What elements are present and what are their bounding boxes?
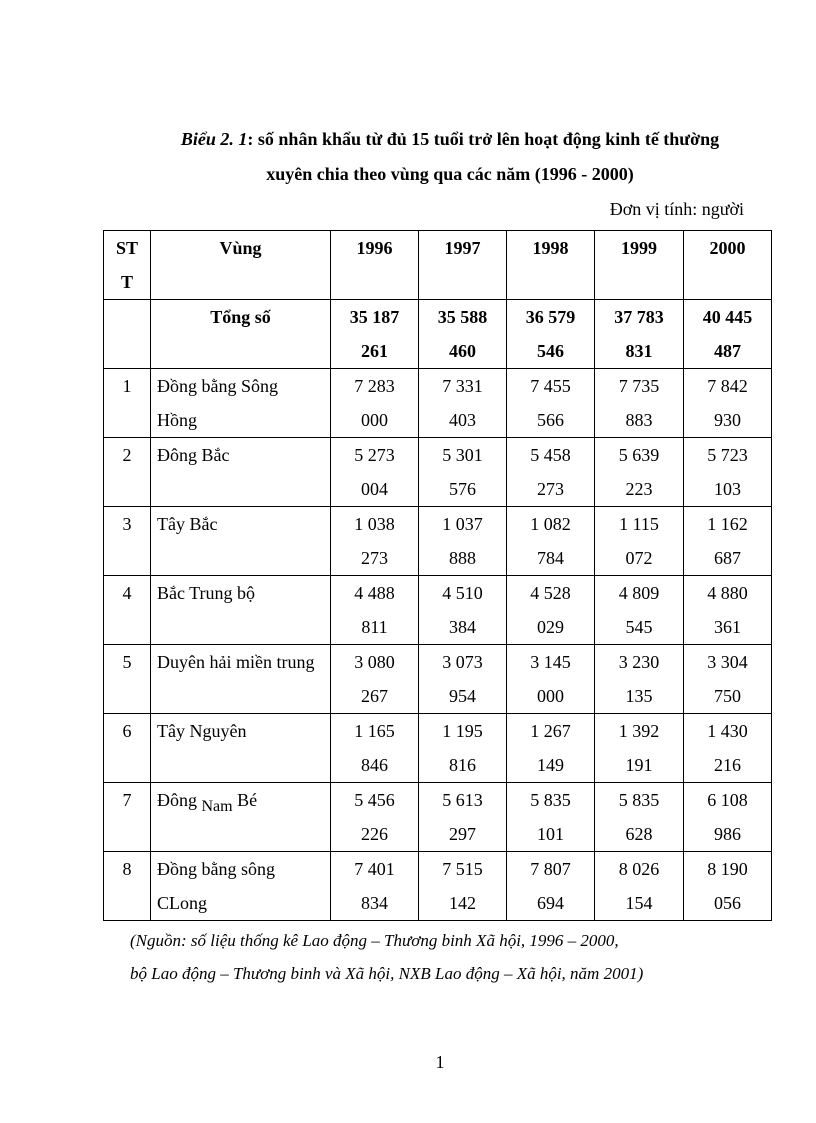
header-row <box>104 231 772 300</box>
row-value: 4 528 029 <box>507 576 595 645</box>
row-stt: 7 <box>104 783 151 852</box>
row-value: 1 392 191 <box>595 714 684 783</box>
row-value: 1 082 784 <box>507 507 595 576</box>
table-row <box>104 507 772 576</box>
table-row <box>104 783 772 852</box>
header-region: Vùng <box>151 231 331 300</box>
row-value: 1 037 888 <box>419 507 507 576</box>
row-region: Tây Nguyên <box>151 714 331 783</box>
row-stt: 5 <box>104 645 151 714</box>
total-cell: 35 187 261 <box>331 300 419 369</box>
header-year-1998: 1998 <box>507 231 595 300</box>
row-value: 4 880 361 <box>684 576 772 645</box>
row-stt: 1 <box>104 369 151 438</box>
row-value: 3 230 135 <box>595 645 684 714</box>
table-row <box>104 645 772 714</box>
row-value: 4 510 384 <box>419 576 507 645</box>
row-value: 7 455 566 <box>507 369 595 438</box>
table-row <box>104 852 772 921</box>
table-row <box>104 576 772 645</box>
total-cell: 35 588 460 <box>419 300 507 369</box>
row-value: 7 401 834 <box>331 852 419 921</box>
row-value: 3 145 000 <box>507 645 595 714</box>
row-value: 3 080 267 <box>331 645 419 714</box>
source-line-1: (Nguồn: số liệu thống kê Lao động – Thương binh Xã hội, 1996 – 2000, <box>130 931 619 950</box>
row-value: 8 026 154 <box>595 852 684 921</box>
table-row <box>104 714 772 783</box>
table-row <box>104 369 772 438</box>
row-value: 7 283 000 <box>331 369 419 438</box>
row-region: Đồng bằng sông CLong <box>151 852 331 921</box>
header-year-1997: 1997 <box>419 231 507 300</box>
row-value: 4 488 811 <box>331 576 419 645</box>
row-region: Đồng bằng Sông Hồng <box>151 369 331 438</box>
row-value: 5 835 101 <box>507 783 595 852</box>
row-value: 5 456 226 <box>331 783 419 852</box>
row-value: 7 735 883 <box>595 369 684 438</box>
row-value: 1 038 273 <box>331 507 419 576</box>
table-caption-label: Biểu 2. 1 <box>180 129 248 149</box>
table-title-line-1 <box>100 122 800 156</box>
row-stt: 3 <box>104 507 151 576</box>
row-value: 1 430 216 <box>684 714 772 783</box>
table-row <box>104 438 772 507</box>
row-region: Đông Bắc <box>151 438 331 507</box>
row-value: 1 195 816 <box>419 714 507 783</box>
row-value: 5 835 628 <box>595 783 684 852</box>
row-value: 5 458 273 <box>507 438 595 507</box>
row-value: 5 273 004 <box>331 438 419 507</box>
header-year-2000: 2000 <box>684 231 772 300</box>
header-year-1999: 1999 <box>595 231 684 300</box>
total-label: Tổng số <box>151 300 331 369</box>
header-year-1996: 1996 <box>331 231 419 300</box>
row-value: 7 331 403 <box>419 369 507 438</box>
unit-label: Đơn vị tính: người <box>609 199 744 219</box>
row-stt: 2 <box>104 438 151 507</box>
row-value: 1 162 687 <box>684 507 772 576</box>
row-value: 3 304 750 <box>684 645 772 714</box>
header-stt: ST T <box>104 231 151 300</box>
source-line-2: bộ Lao động – Thương binh và Xã hội, NXB Lao động – Xã hội, năm 2001) <box>130 964 644 983</box>
total-cell: 36 579 546 <box>507 300 595 369</box>
row-value: 5 723 103 <box>684 438 772 507</box>
row-value: 3 073 954 <box>419 645 507 714</box>
total-stt <box>104 300 151 369</box>
table-title-line-2: xuyên chia theo vùng qua các năm (1996 - 2000) <box>266 164 634 184</box>
page-number: 1 <box>435 1052 445 1072</box>
row-value: 4 809 545 <box>595 576 684 645</box>
row-value: 5 639 223 <box>595 438 684 507</box>
row-value: 7 842 930 <box>684 369 772 438</box>
row-value: 1 115 072 <box>595 507 684 576</box>
row-stt: 6 <box>104 714 151 783</box>
row-stt: 8 <box>104 852 151 921</box>
table-caption-text: : số nhân khẩu từ đủ 15 tuổi trở lên hoạt động kinh tế thường <box>247 129 720 149</box>
row-value: 7 515 142 <box>419 852 507 921</box>
row-region: Duyên hải miền trung <box>151 645 331 714</box>
labor-force-table <box>103 230 772 921</box>
row-value: 8 190 056 <box>684 852 772 921</box>
row-region: Bắc Trung bộ <box>151 576 331 645</box>
row-value: 5 613 297 <box>419 783 507 852</box>
row-region: Đông Nam Bé <box>151 783 331 852</box>
total-cell: 40 445 487 <box>684 300 772 369</box>
row-region: Tây Bắc <box>151 507 331 576</box>
total-cell: 37 783 831 <box>595 300 684 369</box>
row-value: 7 807 694 <box>507 852 595 921</box>
row-value: 6 108 986 <box>684 783 772 852</box>
row-value: 1 165 846 <box>331 714 419 783</box>
total-row <box>104 300 772 369</box>
row-stt: 4 <box>104 576 151 645</box>
row-value: 1 267 149 <box>507 714 595 783</box>
row-value: 5 301 576 <box>419 438 507 507</box>
